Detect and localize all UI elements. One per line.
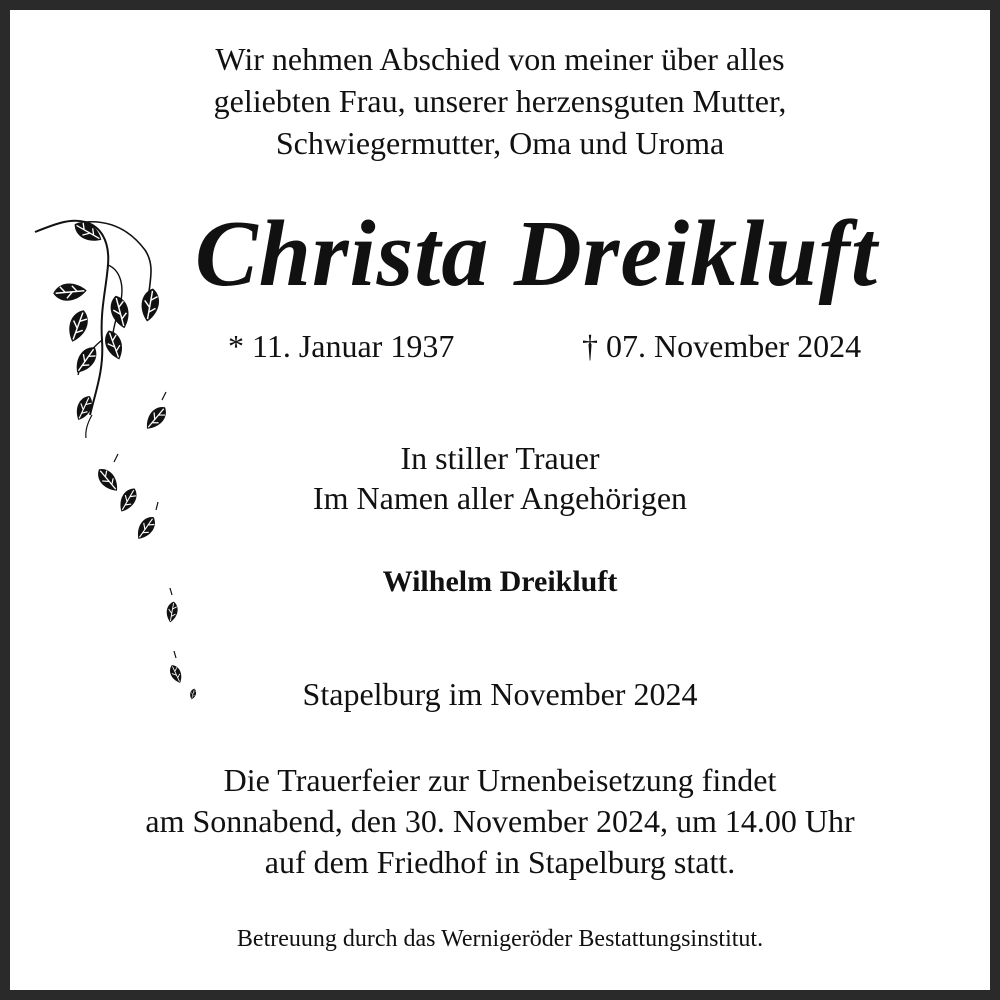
ceremony-line-1: Die Trauerfeier zur Urnenbeisetzung findet bbox=[223, 762, 777, 798]
mourning-line-1: In stiller Trauer bbox=[400, 440, 600, 476]
place-date: Stapelburg im November 2024 bbox=[302, 676, 698, 712]
intro-line-1: Wir nehmen Abschied von meiner über alles bbox=[215, 41, 785, 77]
death-date-block bbox=[582, 328, 861, 365]
intro-line-2: geliebten Frau, unserer herzensguten Mutter, bbox=[213, 83, 787, 119]
signer-name: Wilhelm Dreikluft bbox=[382, 565, 618, 598]
death-date: 07. November 2024 bbox=[606, 328, 862, 364]
ceremony-line-2: am Sonnabend, den 30. November 2024, um 14.00 Uhr bbox=[145, 803, 855, 839]
mourning-line-2: Im Namen aller Angehörigen bbox=[312, 480, 688, 516]
deceased-name: Christa Dreikluft bbox=[195, 202, 878, 306]
ceremony-line-3: auf dem Friedhof in Stapelburg statt. bbox=[264, 844, 736, 880]
intro-line-3: Schwiegermutter, Oma und Uroma bbox=[275, 125, 725, 161]
birth-date: * 11. Januar 1937 bbox=[228, 328, 455, 364]
funeral-home-credit: Betreuung durch das Wernigeröder Bestattungsinstitut. bbox=[236, 926, 764, 952]
cross-icon: † bbox=[582, 328, 598, 364]
